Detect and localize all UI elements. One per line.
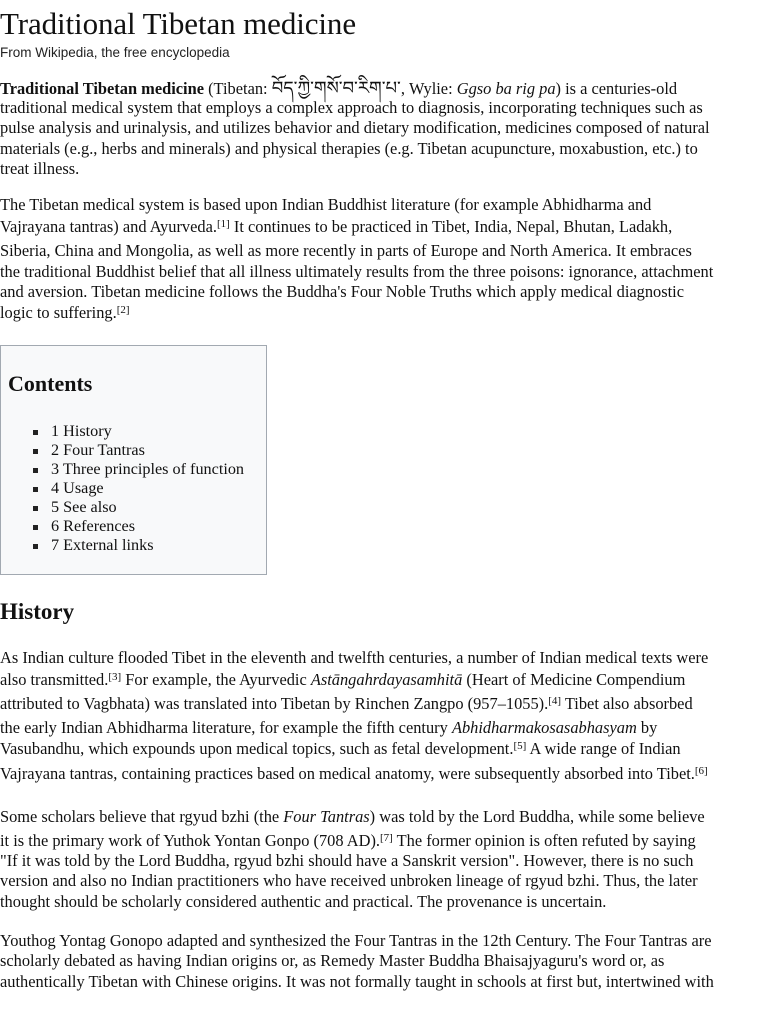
history-line: Youthog Yontag Gonopo adapted and synthesized the Four Tantras in the 12th Century. The Four Tantras are (0, 931, 712, 950)
toc-item-three-principles[interactable]: 3 Three principles of function (33, 460, 244, 479)
history-line: authentically Tibetan with Chinese origins. It was not formally taught in schools at first but, intertwined with (0, 971, 714, 991)
history-paragraph (0, 648, 768, 788)
citation-link-5[interactable]: [5] (513, 740, 527, 753)
intro-line: pulse analysis and urinalysis, and utilizes behavior and dietary modification, medicines composed of natural (0, 118, 710, 138)
overview-line: and aversion. Tibetan medicine follows the Buddha's Four Noble Truths which apply medical diagnostic (0, 282, 684, 302)
bullet-icon (33, 487, 38, 492)
history-line: scholarly debated as having Indian origins or, as Remedy Master Buddha Bhaisajyaguru's word or, as (0, 951, 665, 971)
citation-link-7[interactable]: [7] (380, 832, 393, 844)
overview-line: Vajrayana tantras) and Ayurveda.[1] It continues to be practiced in Tibet, India, Nepal, Bhutan, Ladakh, (0, 217, 673, 236)
section-heading-history: History (0, 599, 75, 624)
bullet-icon (33, 506, 38, 511)
toc-item-usage[interactable]: 4 Usage (33, 479, 244, 498)
history-line: it is the primary work of Yuthok Yontan Gonpo (708 AD).[7] The former opinion is often refuted by saying (0, 831, 696, 850)
overview-line: The Tibetan medical system is based upon Indian Buddhist literature (for example Abhidharma and (0, 195, 652, 214)
history-line: thought should be scholarly considered authentic and practical. The provenance is uncertain. (0, 891, 607, 911)
intro-line: treat illness. (0, 158, 80, 178)
bullet-icon (33, 468, 38, 473)
history-line: Vajrayana tantras, containing practices based on medical anatomy, were subsequently absorbed into Tibet.[6] (0, 763, 708, 783)
history-line: As Indian culture flooded Tibet in the eleventh and twelfth centuries, a number of Indian medical texts were (0, 648, 709, 667)
history-line: attributed to Vagbhata) was translated into Tibetan by Rinchen Zangpo (957–1055).[4] Tibet also absorbed (0, 693, 693, 713)
citation-link-2[interactable]: [2] (116, 303, 130, 316)
history-line: Some scholars believe that rgyud bzhi (the Four Tantras) was told by the Lord Buddha, while some believe (0, 807, 705, 826)
toc-item-references[interactable]: 6 References (33, 517, 244, 536)
history-line: the early Indian Abhidharma literature, for example the fifth century Abhidharmakosasabhasyam by (0, 717, 658, 737)
citation-link-6[interactable]: [6] (694, 764, 708, 777)
tibetan-script: བོད་ཀྱི་གསོ་བ་རིག་པ་ (271, 78, 401, 98)
overview-line: the traditional Buddhist belief that all illness ultimately results from the three poisons: ignorance, attachment (0, 261, 714, 281)
page-title: Traditional Tibetan medicine (0, 6, 356, 41)
wylie-term: Ggso ba rig pa (456, 79, 556, 98)
intro-line: materials (e.g., herbs and minerals) and physical therapies (e.g. Tibetan acupuncture, moxabustion, etc.) to (0, 138, 698, 158)
bullet-icon (33, 525, 38, 530)
citation-link-3[interactable]: [3] (108, 670, 122, 683)
toc-item-external-links[interactable]: 7 External links (33, 536, 244, 555)
history-line: Vasubandhu, which expounds upon medical topics, such as fetal development.[5] A wide range of Indian (0, 739, 681, 759)
history-line: version and also no Indian practitioners who have received unbroken lineage of rgyud bzhi. Thus, the later (0, 871, 698, 891)
lead-term: Traditional Tibetan medicine (0, 79, 204, 98)
citation-link-4[interactable]: [4] (548, 694, 562, 707)
toc-item-see-also[interactable]: 5 See also (33, 498, 244, 517)
overview-line: Siberia, China and Mongolia, as well as more recently in parts of Europe and North America. It embraces (0, 241, 692, 260)
toc-list (33, 422, 244, 555)
history-paragraph (0, 807, 768, 912)
history-line: "If it was told by the Lord Buddha, rgyud bzhi should have a Sanskrit version". However, there is no such (0, 851, 694, 871)
toc-item-history[interactable]: 1 History (33, 422, 244, 441)
site-tagline: From Wikipedia, the free encyclopedia (0, 45, 230, 60)
intro-line: traditional medical system that employs a complex approach to diagnosis, incorporating techniques such as (0, 98, 703, 118)
history-line: also transmitted.[3] For example, the Ayurvedic Astāngahrdayasamhitā (Heart of Medicine Compendium (0, 669, 686, 689)
toc-item-four-tantras[interactable]: 2 Four Tantras (33, 441, 244, 460)
intro-line: Traditional Tibetan medicine (Tibetan: བོད་ཀྱི་གསོ་བ་རིག་པ་, Wylie: Ggso ba rig pa) is a centuries-old (0, 78, 678, 98)
bullet-icon (33, 430, 38, 435)
overview-line: logic to suffering.[2] (0, 302, 130, 322)
history-paragraph (0, 931, 768, 992)
bullet-icon (33, 449, 38, 454)
toc-title: Contents (8, 371, 93, 396)
citation-link-1[interactable]: [1] (216, 218, 230, 230)
bullet-icon (33, 544, 38, 549)
overview-paragraph (0, 195, 768, 327)
intro-paragraph (0, 78, 768, 179)
table-of-contents (0, 345, 267, 575)
